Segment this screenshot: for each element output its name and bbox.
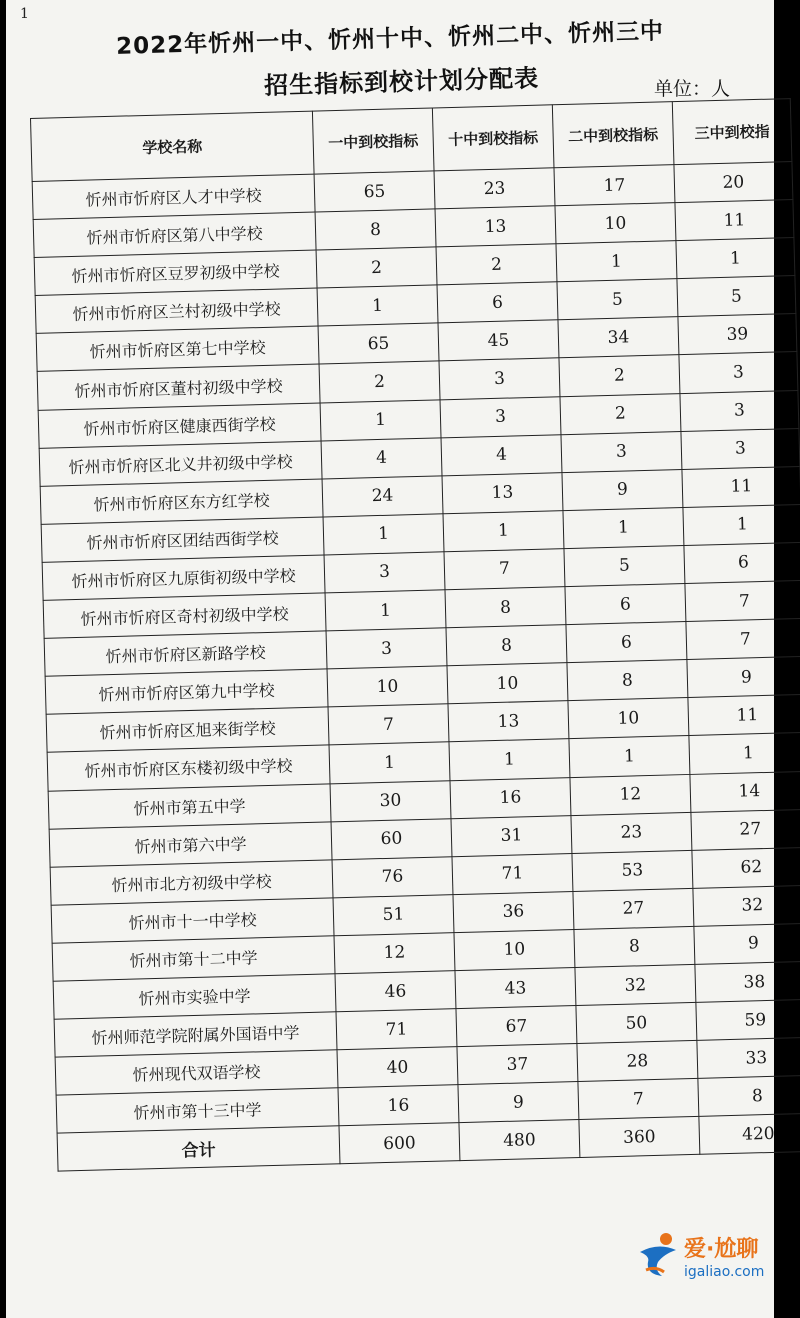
cell-quota-no1: 1 — [317, 285, 438, 326]
total-quota-no1: 600 — [339, 1123, 460, 1164]
cell-quota-no10: 45 — [438, 320, 559, 361]
cell-quota-no10: 16 — [450, 777, 571, 818]
cell-school-name: 忻州市忻府区九原街初级中学校 — [42, 555, 325, 600]
cell-quota-no1: 46 — [335, 971, 456, 1012]
cell-school-name: 忻州市第六中学 — [49, 821, 332, 866]
cell-quota-no10: 3 — [440, 396, 561, 437]
total-quota-no10: 480 — [459, 1120, 580, 1161]
cell-school-name: 忻州市忻府区团结西街学校 — [41, 517, 324, 562]
cell-quota-no3: 1 — [683, 504, 800, 545]
cell-quota-no3: 11 — [682, 466, 800, 507]
cell-quota-no10: 8 — [446, 625, 567, 666]
cell-school-name: 忻州现代双语学校 — [55, 1050, 338, 1095]
cell-quota-no1: 2 — [319, 361, 440, 402]
cell-quota-no2: 10 — [555, 203, 676, 244]
cell-quota-no10: 23 — [434, 168, 555, 209]
cell-school-name: 忻州市忻府区豆罗初级中学校 — [34, 250, 317, 295]
cell-quota-no1: 7 — [328, 704, 449, 745]
cell-quota-no2: 27 — [573, 888, 694, 929]
cell-quota-no3: 27 — [691, 809, 800, 850]
cell-quota-no2: 2 — [560, 393, 681, 434]
cell-quota-no2: 28 — [577, 1041, 698, 1082]
watermark-text: 爱·尬聊 — [684, 1237, 759, 1262]
cell-quota-no3: 8 — [698, 1076, 800, 1117]
cell-quota-no3: 1 — [676, 238, 795, 279]
cell-quota-no3: 14 — [690, 771, 800, 812]
cell-school-name: 忻州市实验中学 — [53, 974, 336, 1019]
cell-quota-no10: 3 — [439, 358, 560, 399]
cell-school-name: 忻州市北方初级中学校 — [50, 860, 333, 905]
cell-quota-no2: 8 — [574, 926, 695, 967]
cell-quota-no10: 13 — [435, 206, 556, 247]
cell-quota-no2: 1 — [563, 507, 684, 548]
document-title: 2022年忻州一中、忻州十中、忻州二中、忻州三中 — [115, 18, 665, 60]
unit-label: 单位：人 — [654, 78, 731, 100]
cell-quota-no1: 40 — [337, 1047, 458, 1088]
cell-quota-no2: 10 — [568, 698, 689, 739]
document-page — [6, 0, 774, 1318]
cell-quota-no3: 6 — [684, 542, 800, 583]
cell-quota-no2: 5 — [557, 279, 678, 320]
watermark-url: igaliao.com — [684, 1264, 765, 1280]
cell-school-name: 忻州市忻府区东方红学校 — [40, 479, 323, 524]
cell-quota-no10: 10 — [454, 929, 575, 970]
cell-quota-no3: 7 — [685, 580, 800, 621]
cell-school-name: 忻州市忻府区奇村初级中学校 — [43, 593, 326, 638]
header-quota-no10: 十中到校指标 — [432, 105, 554, 171]
cell-quota-no3: 9 — [694, 923, 800, 964]
cell-school-name: 忻州市忻府区董村初级中学校 — [37, 364, 320, 409]
cell-school-name: 忻州市忻府区健康西街学校 — [38, 403, 321, 448]
cell-quota-no3: 5 — [677, 276, 796, 317]
cell-quota-no3: 39 — [678, 314, 797, 355]
cell-quota-no3: 11 — [688, 695, 800, 736]
cell-quota-no2: 7 — [578, 1079, 699, 1120]
cell-quota-no2: 53 — [572, 850, 693, 891]
cell-quota-no2: 6 — [566, 622, 687, 663]
cell-quota-no10: 4 — [441, 434, 562, 475]
cell-school-name: 忻州市忻府区兰村初级中学校 — [35, 288, 318, 333]
cell-school-name: 忻州市忻府区北义井初级中学校 — [39, 441, 322, 486]
header-quota-no3: 三中到校指 — [672, 99, 792, 165]
allocation-table — [30, 98, 800, 1172]
cell-quota-no2: 1 — [556, 241, 677, 282]
cell-quota-no1: 65 — [318, 323, 439, 364]
cell-quota-no10: 71 — [452, 853, 573, 894]
cell-quota-no10: 7 — [444, 549, 565, 590]
cell-quota-no1: 1 — [329, 742, 450, 783]
cell-school-name: 忻州市第五中学 — [48, 783, 331, 828]
cell-school-name: 忻州市忻府区人才中学校 — [32, 174, 315, 219]
header-school-name: 学校名称 — [31, 111, 315, 181]
cell-quota-no3: 3 — [680, 390, 799, 431]
cell-quota-no2: 6 — [565, 584, 686, 625]
total-quota-no3: 420 — [699, 1114, 800, 1155]
cell-school-name: 忻州市忻府区第八中学校 — [33, 212, 316, 257]
document-subtitle: 招生指标到校计划分配表 — [263, 64, 540, 100]
cell-quota-no1: 1 — [323, 514, 444, 555]
cell-quota-no2: 3 — [561, 431, 682, 472]
cell-quota-no1: 16 — [338, 1085, 459, 1126]
allocation-table-wrapper — [30, 98, 800, 1172]
cell-school-name: 忻州市第十二中学 — [52, 936, 335, 981]
cell-quota-no2: 1 — [569, 736, 690, 777]
cell-quota-no1: 71 — [336, 1009, 457, 1050]
igaliao-logo-icon — [636, 1230, 682, 1280]
corner-mark: 1 — [20, 6, 29, 22]
cell-quota-no2: 5 — [564, 545, 685, 586]
cell-quota-no1: 1 — [325, 590, 446, 631]
watermark — [636, 1224, 796, 1308]
cell-quota-no3: 62 — [692, 847, 800, 888]
cell-quota-no2: 17 — [554, 165, 675, 206]
cell-quota-no2: 12 — [570, 774, 691, 815]
cell-quota-no1: 4 — [321, 438, 442, 479]
cell-quota-no10: 13 — [442, 472, 563, 513]
cell-quota-no10: 43 — [455, 967, 576, 1008]
cell-quota-no10: 9 — [458, 1082, 579, 1123]
cell-quota-no10: 6 — [437, 282, 558, 323]
cell-quota-no10: 37 — [457, 1044, 578, 1085]
cell-quota-no10: 2 — [436, 244, 557, 285]
cell-quota-no1: 10 — [327, 666, 448, 707]
cell-quota-no2: 50 — [576, 1002, 697, 1043]
cell-quota-no10: 31 — [451, 815, 572, 856]
cell-quota-no3: 7 — [686, 619, 800, 660]
cell-quota-no3: 3 — [681, 428, 800, 469]
cell-school-name: 忻州市忻府区东楼初级中学校 — [47, 745, 330, 790]
cell-quota-no1: 24 — [322, 476, 443, 517]
cell-school-name: 忻州师范学院附属外国语中学 — [54, 1012, 337, 1057]
cell-quota-no2: 32 — [575, 964, 696, 1005]
cell-quota-no3: 59 — [696, 999, 800, 1040]
cell-quota-no1: 65 — [314, 171, 435, 212]
cell-school-name: 忻州市第十三中学 — [56, 1088, 339, 1133]
cell-quota-no10: 1 — [443, 511, 564, 552]
cell-quota-no2: 23 — [571, 812, 692, 853]
cell-school-name: 忻州市忻府区第九中学校 — [45, 669, 328, 714]
cell-quota-no3: 9 — [687, 657, 800, 698]
cell-quota-no1: 2 — [316, 247, 437, 288]
cell-quota-no1: 76 — [332, 856, 453, 897]
cell-quota-no2: 8 — [567, 660, 688, 701]
cell-quota-no1: 30 — [330, 780, 451, 821]
cell-quota-no1: 3 — [324, 552, 445, 593]
cell-quota-no2: 2 — [559, 355, 680, 396]
cell-quota-no1: 51 — [333, 894, 454, 935]
cell-quota-no3: 32 — [693, 885, 800, 926]
cell-quota-no3: 1 — [689, 733, 800, 774]
cell-quota-no1: 8 — [315, 209, 436, 250]
cell-school-name: 忻州市忻府区旭来街学校 — [46, 707, 329, 752]
cell-quota-no3: 11 — [675, 200, 794, 241]
cell-quota-no1: 60 — [331, 818, 452, 859]
cell-quota-no3: 33 — [697, 1037, 800, 1078]
cell-quota-no2: 34 — [558, 317, 679, 358]
cell-quota-no3: 20 — [674, 162, 793, 203]
cell-school-name: 忻州市忻府区第七中学校 — [36, 326, 319, 371]
cell-quota-no3: 3 — [679, 352, 798, 393]
cell-quota-no1: 12 — [334, 933, 455, 974]
cell-quota-no10: 8 — [445, 587, 566, 628]
total-label: 合计 — [57, 1126, 340, 1171]
cell-quota-no10: 67 — [456, 1006, 577, 1047]
cell-quota-no1: 3 — [326, 628, 447, 669]
cell-quota-no10: 13 — [448, 701, 569, 742]
cell-quota-no10: 10 — [447, 663, 568, 704]
cell-school-name: 忻州市忻府区新路学校 — [44, 631, 327, 676]
cell-quota-no10: 36 — [453, 891, 574, 932]
cell-quota-no3: 38 — [695, 961, 800, 1002]
header-quota-no2: 二中到校指标 — [552, 102, 674, 168]
header-quota-no1: 一中到校指标 — [312, 108, 434, 174]
cell-quota-no2: 9 — [562, 469, 683, 510]
cell-quota-no10: 1 — [449, 739, 570, 780]
total-quota-no2: 360 — [579, 1117, 700, 1158]
cell-quota-no1: 1 — [320, 399, 441, 440]
cell-school-name: 忻州市十一中学校 — [51, 898, 334, 943]
